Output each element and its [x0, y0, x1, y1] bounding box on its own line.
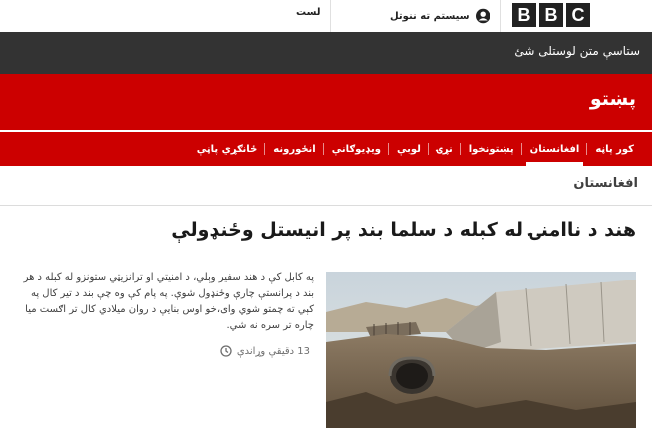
article-headline[interactable]: هند د ناامنۍ له کبله د سلما بند پر انیستل وځنډولې: [171, 219, 636, 241]
logo-letter: B: [539, 3, 563, 27]
accessibility-bar: [0, 32, 652, 74]
nav-item-label: لوبې: [396, 143, 421, 155]
nav-item-label: ویډیوګانې: [331, 143, 381, 155]
main-nav: [0, 132, 652, 166]
nav-item-videos[interactable]: [324, 132, 389, 166]
logo-letter: B: [512, 3, 536, 27]
nav-item-home[interactable]: [587, 132, 642, 166]
brand-bar: [0, 74, 652, 132]
top-divider: [500, 0, 501, 32]
nav-item-label: افغانستان: [529, 143, 580, 155]
summary-line: چاره تر سره نه شي.: [226, 320, 314, 331]
nav-item-label: انځورونه: [273, 143, 316, 155]
section-title[interactable]: افغانستان: [573, 176, 638, 191]
top-bar: [0, 0, 652, 33]
timestamp-label: 13 دقیقې وړاندې: [236, 345, 310, 357]
nav-list: [189, 132, 642, 166]
nav-item-pictures[interactable]: [265, 132, 323, 166]
nav-item-label: ځانګړي پاڼې: [196, 143, 258, 155]
summary-line: کېي ته چمتو شوي وای،خو اوس بنایې د روان میلادي کال تر اګست میا: [25, 304, 314, 315]
nav-item-label: پښتونخوا: [468, 143, 514, 155]
nav-item-world[interactable]: [429, 132, 461, 166]
article-timestamp: [220, 345, 310, 357]
top-divider: [330, 0, 331, 32]
user-icon: [476, 8, 490, 24]
section-divider: [0, 205, 652, 206]
bbc-logo[interactable]: [512, 3, 590, 27]
logo-letter: C: [566, 3, 590, 27]
story-image[interactable]: [326, 272, 636, 428]
nav-item-label: کور پاڼه: [595, 143, 634, 155]
nav-item-afghanistan[interactable]: [522, 132, 588, 166]
accessibility-text[interactable]: ستاسې متن لوستلی شئ: [514, 44, 640, 58]
brand-title[interactable]: پښتو: [589, 88, 636, 110]
signin-button[interactable]: [390, 0, 490, 32]
nav-item-label: نړۍ: [436, 143, 453, 155]
nav-item-special-pages[interactable]: [189, 132, 266, 166]
signin-label: سیستم ته ننوتل: [390, 10, 470, 22]
nav-item-sport[interactable]: [389, 132, 429, 166]
more-link[interactable]: لست: [296, 7, 321, 18]
clock-icon: [220, 345, 232, 357]
article-summary: [0, 270, 314, 334]
summary-line: بند د پرانستې چارې وځنډول شوې. په پام کې وه چې بند د تیر کال په: [30, 288, 314, 299]
nav-item-pakhtunkhwa[interactable]: [461, 132, 522, 166]
summary-line: په کابل کې د هند سفیر وېلي، د امنیتي او ترانزیټي ستونزو له کبله د هر: [23, 272, 314, 283]
